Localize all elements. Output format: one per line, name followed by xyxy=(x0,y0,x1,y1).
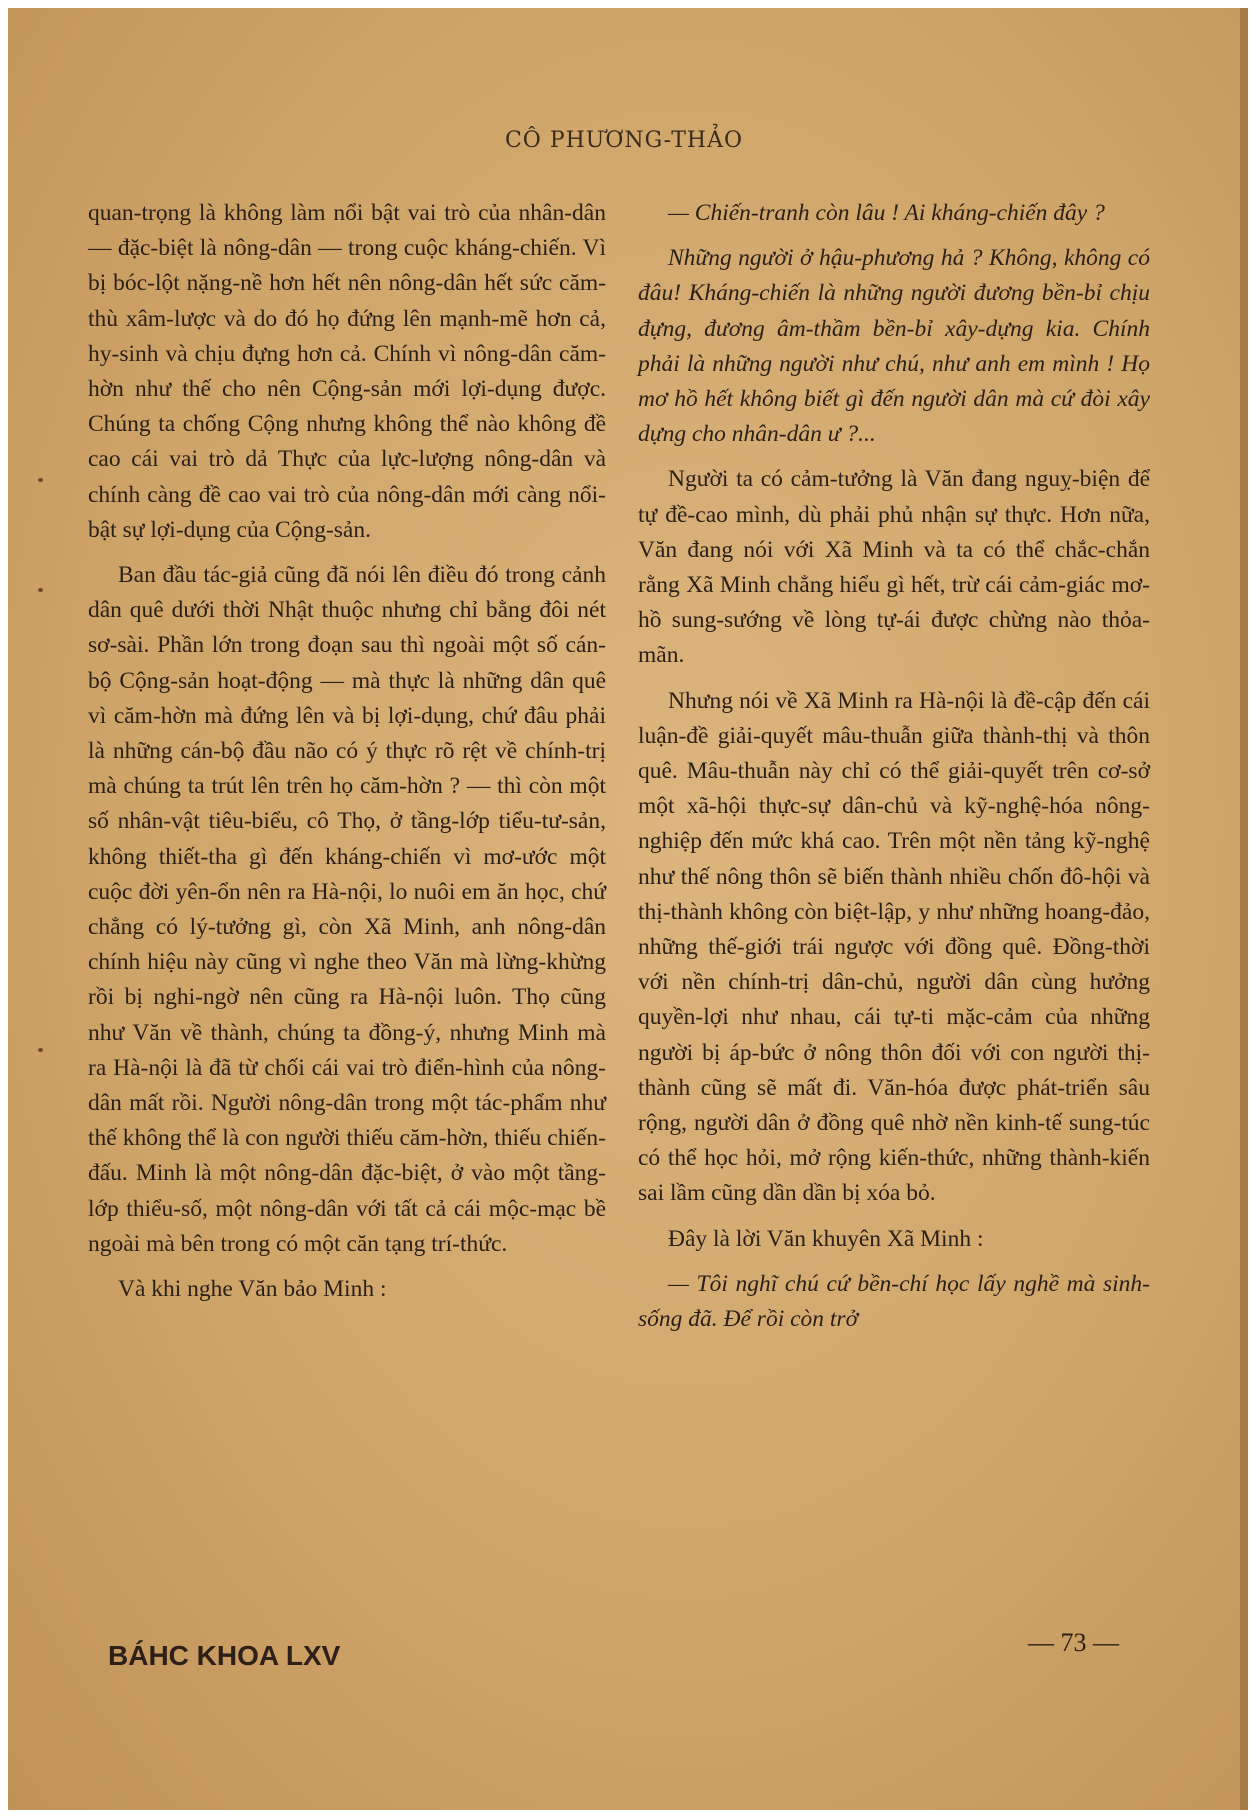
right-column xyxy=(638,196,1150,1347)
page-number: — 73 — xyxy=(1028,1628,1119,1657)
paper-speck xyxy=(38,478,43,482)
running-head: CÔ PHƯƠNG-THẢO xyxy=(504,128,744,153)
paragraph: Nhưng nói về Xã Minh ra Hà-nội là đề-cập đến cái luận-đề giải-quyết mâu-thuẫn giữa thành-thị và thôn quê. Mâu-thuẫn này chỉ có thể giải-quyết trên cơ-sở một xã-hội thực-sự dân-chủ và kỹ-nghệ-hóa nông-nghiệp đến mức khá cao. Trên một nền tảng kỹ-nghệ như thế nông thôn sẽ biến thành nhiều chốn đô-hội và thị-thành không còn biệt-lập, y như những hoang-đảo, những thế-giới trái ngược với đồng quê. Đồng-thời với nền chính-trị dân-chủ, người dân cùng hưởng quyền-lợi như nhau, cái tự-ti mặc-cảm của những người bị áp-bức ở nông thôn đối với con người thị-thành cũng sẽ mất đi. Văn-hóa được phát-triển sâu rộng, người dân ở đồng quê nhờ nền kinh-tế sung-túc có thể học hỏi, mở rộng kiến-thức, những thành-kiến sai lầm cũng dần dần bị xóa bỏ. xyxy=(638,687,1150,1207)
paragraph: Và khi nghe Văn bảo Minh : xyxy=(118,1276,387,1303)
left-column xyxy=(88,196,606,1317)
paragraph: quan-trọng là không làm nổi bật vai trò của nhân-dân — đặc-biệt là nông-dân — trong cuộc kháng-chiến. Vì bị bóc-lột nặng-nề hơn hết nên nông-dân hết sức căm-thù xâm-lược và do đó họ đứng lên mạnh-mẽ hơn cả, hy-sinh và chịu đựng hơn cả. Chính vì nông-dân căm-hờn như thế cho nên Cộng-sản mới lợi-dụng được. Chúng ta chống Cộng nhưng không thể nào không đề cao cái vai trò dả Thực của lực-lượng nông-dân và chính càng đề cao vai trò của nông-dân mới càng nổi-bật sự lợi-dụng của Cộng-sản. xyxy=(88,200,606,543)
magazine-title: BÁHC KHOA LXV xyxy=(108,1640,341,1671)
dialogue-paragraph: Những người ở hậu-phương hả ? Không, không có đâu! Kháng-chiến là những người đương bền-bỉ chịu đựng, đương âm-thầm bền-bỉ xây-dựng kia. Chính phải là những người như chú, như anh em mình ! Họ mơ hồ hết không biết gì đến người dân mà cứ đòi xây dựng cho nhân-dân ư ?... xyxy=(638,245,1150,448)
paragraph: Ban đầu tác-giả cũng đã nói lên điều đó trong cảnh dân quê dưới thời Nhật thuộc nhưng chỉ bằng đôi nét sơ-sài. Phần lớn trong đoạn sau thì ngoài một số cán-bộ Cộng-sản hoạt-động — mà thực là những dân quê vì căm-hờn mà đứng lên và bị lợi-dụng, chứ đâu phải là những cán-bộ đầu não có ý thực rõ rệt về chính-trị mà chúng ta trút lên trên họ căm-hờn ? — thì còn một số nhân-vật tiêu-biểu, cô Thọ, ở tầng-lớp tiểu-tư-sản, không thiết-tha gì đến kháng-chiến vì mơ-ước một cuộc đời yên-ổn nên ra Hà-nội, lo nuôi em ăn học, chứ chẳng có lý-tưởng gì, còn Xã Minh, anh nông-dân chính hiệu này cũng vì nghe theo Văn mà lừng-khừng rồi bị nghi-ngờ nên cũng ra Hà-nội luôn. Thọ cũng như Văn về thành, chúng ta đồng-ý, nhưng Minh mà ra Hà-nội là đã từ chối cái vai trò điển-hình của nông-dân mất rồi. Người nông-dân trong một tác-phẩm như thế không thể là con người thiếu căm-hờn, thiếu chiến-đấu. Minh là một nông-dân đặc-biệt, ở vào một tầng-lớp thiểu-số, một nông-dân với tất cả cái mộc-mạc bề ngoài mà bên trong có một căn tạng trí-thức. xyxy=(88,562,606,1257)
paragraph: Đây là lời Văn khuyên Xã Minh : xyxy=(668,1225,984,1252)
dialogue-paragraph: — Tôi nghĩ chú cứ bền-chí học lấy nghề mà sinh-sống đã. Để rồi còn trở xyxy=(638,1270,1150,1333)
book-page xyxy=(8,8,1248,1810)
paper-speck xyxy=(38,588,43,592)
dialogue-paragraph: — Chiến-tranh còn lâu ! Ai kháng-chiến đây ? xyxy=(668,200,1105,226)
paragraph: Người ta có cảm-tưởng là Văn đang nguỵ-biện để tự đề-cao mình, dù phải phủ nhận sự thực. Hơn nữa, Văn đang nói với Xã Minh và ta có thể chắc-chắn rằng Xã Minh chẳng hiểu gì hết, trừ cái cảm-giác mơ-hồ sung-sướng về lòng tự-ái được chừng nào thỏa-mãn. xyxy=(638,466,1150,669)
paper-speck xyxy=(38,1048,43,1052)
